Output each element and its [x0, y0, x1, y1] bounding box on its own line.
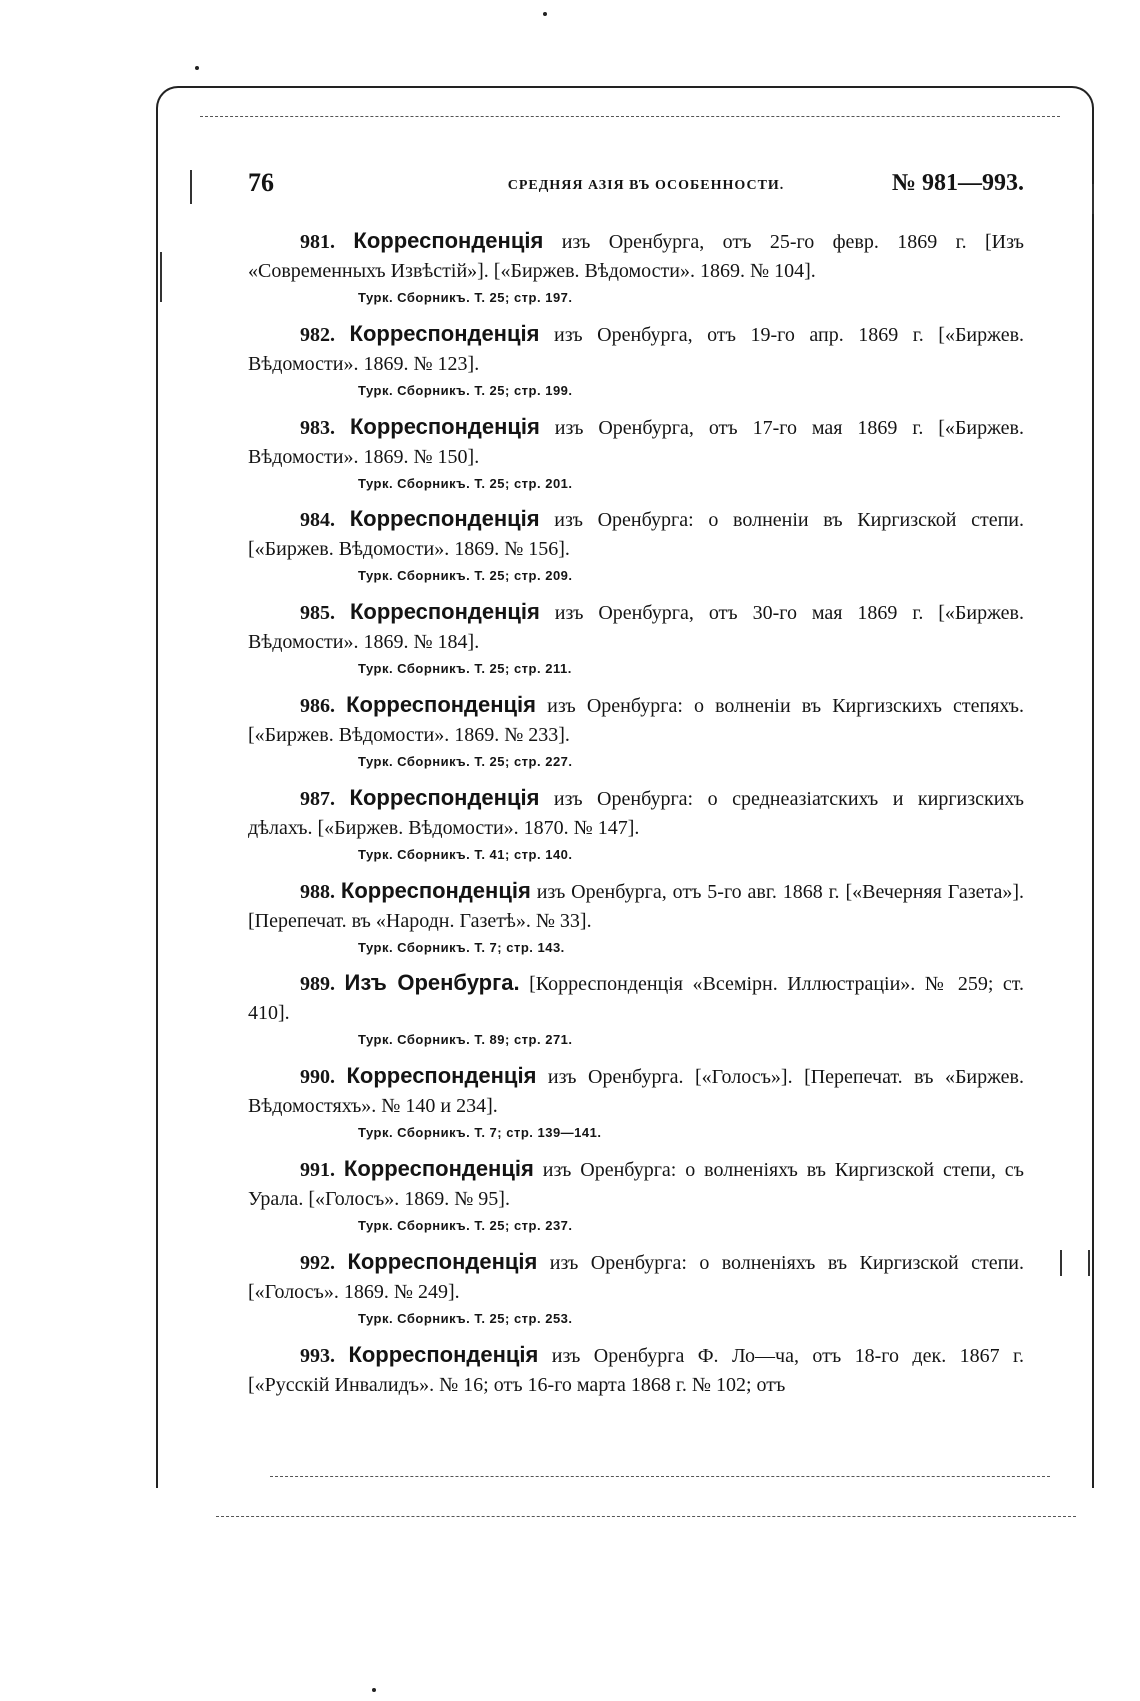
top-dashed-rule: [200, 116, 1060, 117]
entry-text: [248, 412, 1024, 472]
entry-description: изъ Оренбурга, отъ 17-го мая 1869 г. [«Биржев. Вѣдомости». 1869. № 150].: [248, 416, 1024, 468]
entry-text: [248, 876, 1024, 936]
entry-title: Изъ Оренбурга.: [344, 970, 520, 996]
bibliography-entry: [248, 504, 1024, 597]
entry-text: [248, 1340, 1024, 1400]
entry-description: изъ Оренбурга, отъ 30-го мая 1869 г. [«Биржев. Вѣдомости». 1869. № 184].: [248, 602, 1024, 654]
entry-description: изъ Оренбурга: о волненіяхъ въ Киргизской степи. [«Голосъ». 1869. № 249].: [248, 1251, 1025, 1303]
entry-reference: Турк. Сборникъ. Т. 25; стр. 237.: [358, 1217, 573, 1233]
entry-description: изъ Оренбурга: о волненіи въ Киргизскихъ степяхъ. [«Биржев. Вѣдомости». 1869. № 233].: [248, 694, 1025, 746]
running-header: [248, 168, 1024, 202]
entry-description: изъ Оренбурга. [«Голосъ»]. [Перепечат. въ «Биржев. Вѣдомостяхъ». № 140 и 234].: [248, 1066, 1025, 1118]
entry-reference: Турк. Сборникъ. Т. 25; стр. 201.: [358, 475, 573, 491]
bibliography-entry: [248, 783, 1024, 876]
entry-text: [248, 968, 1024, 1028]
bottom-dashed-rule-upper: [270, 1476, 1050, 1477]
entry-title: Корреспонденція: [349, 413, 540, 439]
running-title: СРЕДНЯЯ АЗІЯ ВЪ ОСОБЕННОСТИ.: [507, 178, 785, 193]
entry-description: изъ Оренбурга, отъ 5-го авг. 1868 г. [«Вечерняя Газета»]. [Перепечат. въ «Народн. Газетѣ». № 33].: [248, 880, 1024, 932]
entry-title: Корреспонденція: [340, 877, 531, 903]
entry-title: Корреспонденція: [349, 599, 540, 625]
entry-title: Корреспонденція: [346, 691, 537, 717]
right-margin-mark: [1092, 184, 1094, 214]
bibliography-entry: [248, 1154, 1024, 1247]
bibliography-entry: [248, 412, 1024, 505]
entry-reference: Турк. Сборникъ. Т. 89; стр. 271.: [358, 1032, 573, 1048]
ink-speck: [195, 66, 199, 70]
entry-number: 984.: [300, 509, 335, 532]
bibliography-entry: [248, 1340, 1024, 1433]
entry-reference: Турк. Сборникъ. Т. 25; стр. 211.: [358, 661, 572, 677]
bibliography-entry: [248, 1061, 1024, 1154]
bibliography-entry: [248, 1247, 1024, 1340]
right-margin-mark: [1060, 1250, 1062, 1276]
entry-text: [248, 690, 1024, 750]
entry-number: 992.: [300, 1251, 335, 1274]
left-margin-mark: [160, 252, 162, 302]
entry-title: Корреспонденція: [343, 1155, 534, 1181]
entry-number: 982.: [300, 323, 335, 346]
entry-description: изъ Оренбурга Ф. Ло—ча, отъ 18-го дек. 1867 г. [«Русскій Инвалидъ». № 16; отъ 16-го марта 1868 г. № 102; отъ: [248, 1344, 1025, 1396]
entry-reference: Турк. Сборникъ. Т. 25; стр. 199.: [358, 382, 573, 398]
entry-reference: Турк. Сборникъ. Т. 25; стр. 209.: [358, 568, 573, 584]
entry-text: [248, 226, 1024, 286]
entry-text: [248, 319, 1024, 379]
entry-title: Корреспонденція: [349, 784, 540, 810]
entry-number: 983.: [300, 416, 335, 439]
entry-text: [248, 1061, 1024, 1121]
entry-description: изъ Оренбурга, отъ 25-го февр. 1869 г. [Изъ «Современныхъ Извѣстій»]. [«Биржев. Вѣдомости». 1869. № 104].: [248, 231, 1025, 282]
entry-description: [Корреспонденція «Всемірн. Иллюстраціи». № 259; ст. 410].: [248, 973, 1025, 1025]
right-margin-mark: [1088, 1250, 1090, 1276]
entry-number: 989.: [300, 973, 335, 996]
entry-number: 988.: [300, 880, 335, 903]
entry-number: 987.: [300, 787, 335, 810]
entry-number: 990.: [300, 1066, 335, 1089]
left-margin-mark: [190, 170, 192, 204]
entry-title: Корреспонденція: [348, 1341, 539, 1367]
entry-text: [248, 597, 1024, 657]
entry-text: [248, 783, 1024, 843]
entry-reference: Турк. Сборникъ. Т. 25; стр. 253.: [358, 1310, 573, 1326]
entry-reference: Турк. Сборникъ. Т. 7; стр. 143.: [358, 939, 565, 955]
bibliography-entry: [248, 319, 1024, 412]
entry-title: Корреспонденція: [349, 320, 540, 346]
bottom-dashed-rule-lower: [216, 1516, 1076, 1517]
entry-number: 993.: [300, 1344, 335, 1367]
entry-text: [248, 1154, 1024, 1214]
entry-reference: Турк. Сборникъ. Т. 25; стр. 197.: [358, 290, 573, 305]
bibliography-entry: [248, 597, 1024, 690]
entry-text: [248, 1247, 1024, 1307]
page-number: 76: [248, 168, 274, 197]
entry-number: 981.: [300, 231, 335, 253]
entry-title: Корреспонденція: [353, 228, 544, 253]
entry-title: Корреспонденція: [349, 506, 540, 532]
ink-speck: [543, 12, 547, 16]
bibliography-entries: [248, 226, 1024, 1432]
entry-description: изъ Оренбурга: о среднеазіатскихъ и киргизскихъ дѣлахъ. [«Биржев. Вѣдомости». 1870. № 147].: [248, 787, 1025, 839]
entry-description: изъ Оренбурга: о волненіи въ Киргизской степи. [«Биржев. Вѣдомости». 1869. № 156].: [248, 509, 1025, 561]
entry-number: 985.: [300, 602, 335, 625]
entry-reference: Турк. Сборникъ. Т. 41; стр. 140.: [358, 846, 573, 862]
entry-description: изъ Оренбурга: о волненіяхъ въ Киргизской степи, съ Урала. [«Голосъ». 1869. № 95].: [248, 1158, 1025, 1210]
bibliography-entry: [248, 226, 1024, 319]
bibliography-entry: [248, 690, 1024, 783]
entry-reference: Турк. Сборникъ. Т. 7; стр. 139—141.: [358, 1125, 602, 1141]
bibliography-entry: [248, 968, 1024, 1061]
entry-title: Корреспонденція: [347, 1248, 538, 1274]
entry-number: 991.: [300, 1158, 335, 1181]
bibliography-entry: [248, 876, 1024, 969]
entry-range: № 981—993.: [891, 170, 1024, 196]
entry-title: Корреспонденція: [346, 1063, 537, 1089]
ink-speck: [372, 1688, 376, 1692]
entry-reference: Турк. Сборникъ. Т. 25; стр. 227.: [358, 753, 573, 769]
entry-number: 986.: [300, 694, 335, 717]
entry-text: [248, 504, 1024, 564]
entry-description: изъ Оренбурга, отъ 19-го апр. 1869 г. [«Биржев. Вѣдомости». 1869. № 123].: [248, 323, 1025, 375]
